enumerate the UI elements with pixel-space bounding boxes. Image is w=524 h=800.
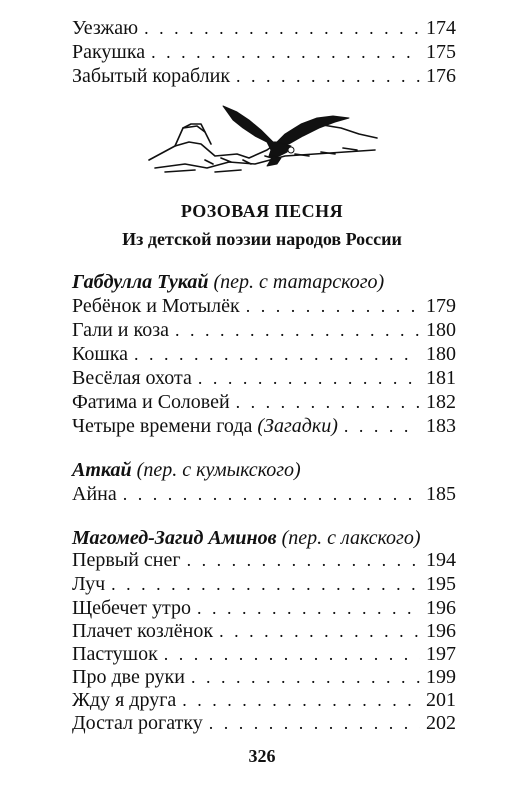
translation-note: (пер. с лакского) — [281, 527, 421, 549]
entry-title: Жду я друга — [72, 689, 177, 711]
entry-title: Про две руки — [72, 666, 185, 688]
entry-page: 201 — [426, 689, 456, 711]
entry-page: 181 — [426, 367, 456, 389]
entry-page: 182 — [426, 391, 456, 413]
entry-title: Уезжаю — [72, 17, 139, 39]
entry-page: 202 — [426, 712, 456, 734]
entry-page: 180 — [426, 343, 456, 365]
entry-title: Весёлая охота — [72, 367, 192, 389]
dot-leader — [236, 62, 420, 90]
entry-page: 185 — [426, 483, 456, 505]
toc-entry — [72, 412, 456, 440]
entry-title: Кошка — [72, 343, 129, 365]
dot-leader — [209, 709, 420, 737]
toc-entry — [72, 709, 456, 737]
translation-note: (пер. с кумыкского) — [136, 459, 301, 481]
entry-title: Ракушка — [72, 41, 146, 63]
entry-page: 174 — [426, 17, 456, 39]
entry-title: Айна — [72, 483, 117, 505]
entry-title: Фатима и Соловей — [72, 391, 230, 413]
author-name: Аткай — [72, 459, 132, 481]
author-name: Габдулла Тукай — [72, 271, 209, 293]
entry-title: Плачет козлёнок — [72, 620, 214, 642]
entry-title — [72, 412, 338, 440]
entry-title: Забытый кораблик — [72, 65, 231, 87]
entry-page: 176 — [426, 65, 456, 87]
entry-title: Первый снег — [72, 549, 181, 571]
entry-title-suffix: (Загадки) — [257, 415, 338, 437]
entry-page: 183 — [426, 415, 456, 437]
section-subtitle: Из детской поэзии народов России — [122, 229, 402, 249]
page-number: 326 — [248, 746, 276, 766]
entry-page: 199 — [426, 666, 456, 688]
entry-title-main: Четыре времени года — [72, 415, 253, 437]
entry-title: Ребёнок и Мотылёк — [72, 295, 240, 317]
dot-leader — [344, 412, 420, 440]
entry-title: Пастушок — [72, 643, 158, 665]
entry-page: 194 — [426, 549, 456, 571]
dot-leader — [123, 480, 420, 508]
eagle-illustration — [145, 98, 380, 198]
toc-entry — [72, 62, 456, 90]
entry-title: Гали и коза — [72, 319, 169, 341]
translation-note: (пер. с татарского) — [213, 271, 385, 293]
entry-page: 196 — [426, 597, 456, 619]
entry-title: Достал рогатку — [72, 712, 203, 734]
entry-page: 175 — [426, 41, 456, 63]
author-name: Магомед-Загид Аминов — [72, 527, 277, 549]
entry-page: 196 — [426, 620, 456, 642]
entry-page: 195 — [426, 573, 456, 595]
entry-title: Луч — [72, 573, 106, 595]
entry-title: Щебечет утро — [72, 597, 192, 619]
entry-page: 197 — [426, 643, 456, 665]
section-title: РОЗОВАЯ ПЕСНЯ — [180, 201, 344, 221]
toc-entry — [72, 480, 456, 508]
entry-page: 180 — [426, 319, 456, 341]
entry-page: 179 — [426, 295, 456, 317]
